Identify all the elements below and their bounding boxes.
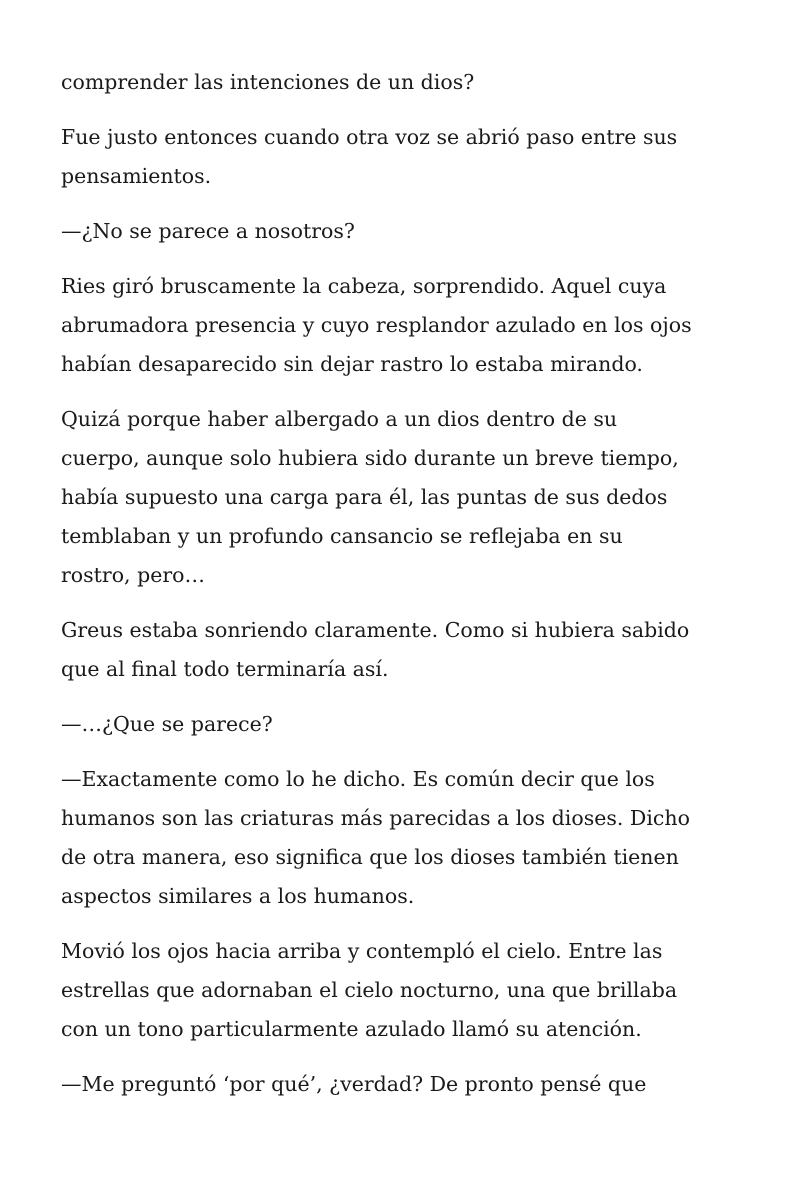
paragraph-2: Fue justo entonces cuando otra voz se abrió paso entre sus pensamientos. [61,125,678,188]
paragraph-1: comprender las intenciones de un dios? [61,70,475,94]
paragraph-3-dialogue: —¿No se parece a nosotros? [61,219,355,243]
paragraph-6: Greus estaba sonriendo claramente. Como si hubiera sabido que al final todo terminaría así. [61,618,690,681]
paragraph-5: Quizá porque haber albergado a un dios dentro de su cuerpo, aunque solo hubiera sido durante un breve tiempo, había supuesto una carga para él, las puntas de sus dedos temblaban y un profundo cansancio se reflejaba en su rostro, pero… [61,407,679,587]
paragraph-7-dialogue: —…¿Que se parece? [61,712,273,736]
paragraph-4: Ries giró bruscamente la cabeza, sorprendido. Aquel cuya abrumadora presencia y cuyo resplandor azulado en los ojos habían desaparecido sin dejar rastro lo estaba mirando. [61,274,692,376]
book-page-text [61,63,751,1120]
paragraph-10-dialogue: —Me preguntó ‘por qué’, ¿verdad? De pronto pensé que [61,1072,647,1096]
paragraph-8-dialogue: —Exactamente como lo he dicho. Es común decir que los humanos son las criaturas más parecidas a los dioses. Dicho de otra manera, eso significa que los dioses también tienen aspectos similares a los humanos. [61,767,690,908]
paragraph-9: Movió los ojos hacia arriba y contempló el cielo. Entre las estrellas que adornaban el cielo nocturno, una que brillaba con un tono particularmente azulado llamó su atención. [61,939,678,1041]
